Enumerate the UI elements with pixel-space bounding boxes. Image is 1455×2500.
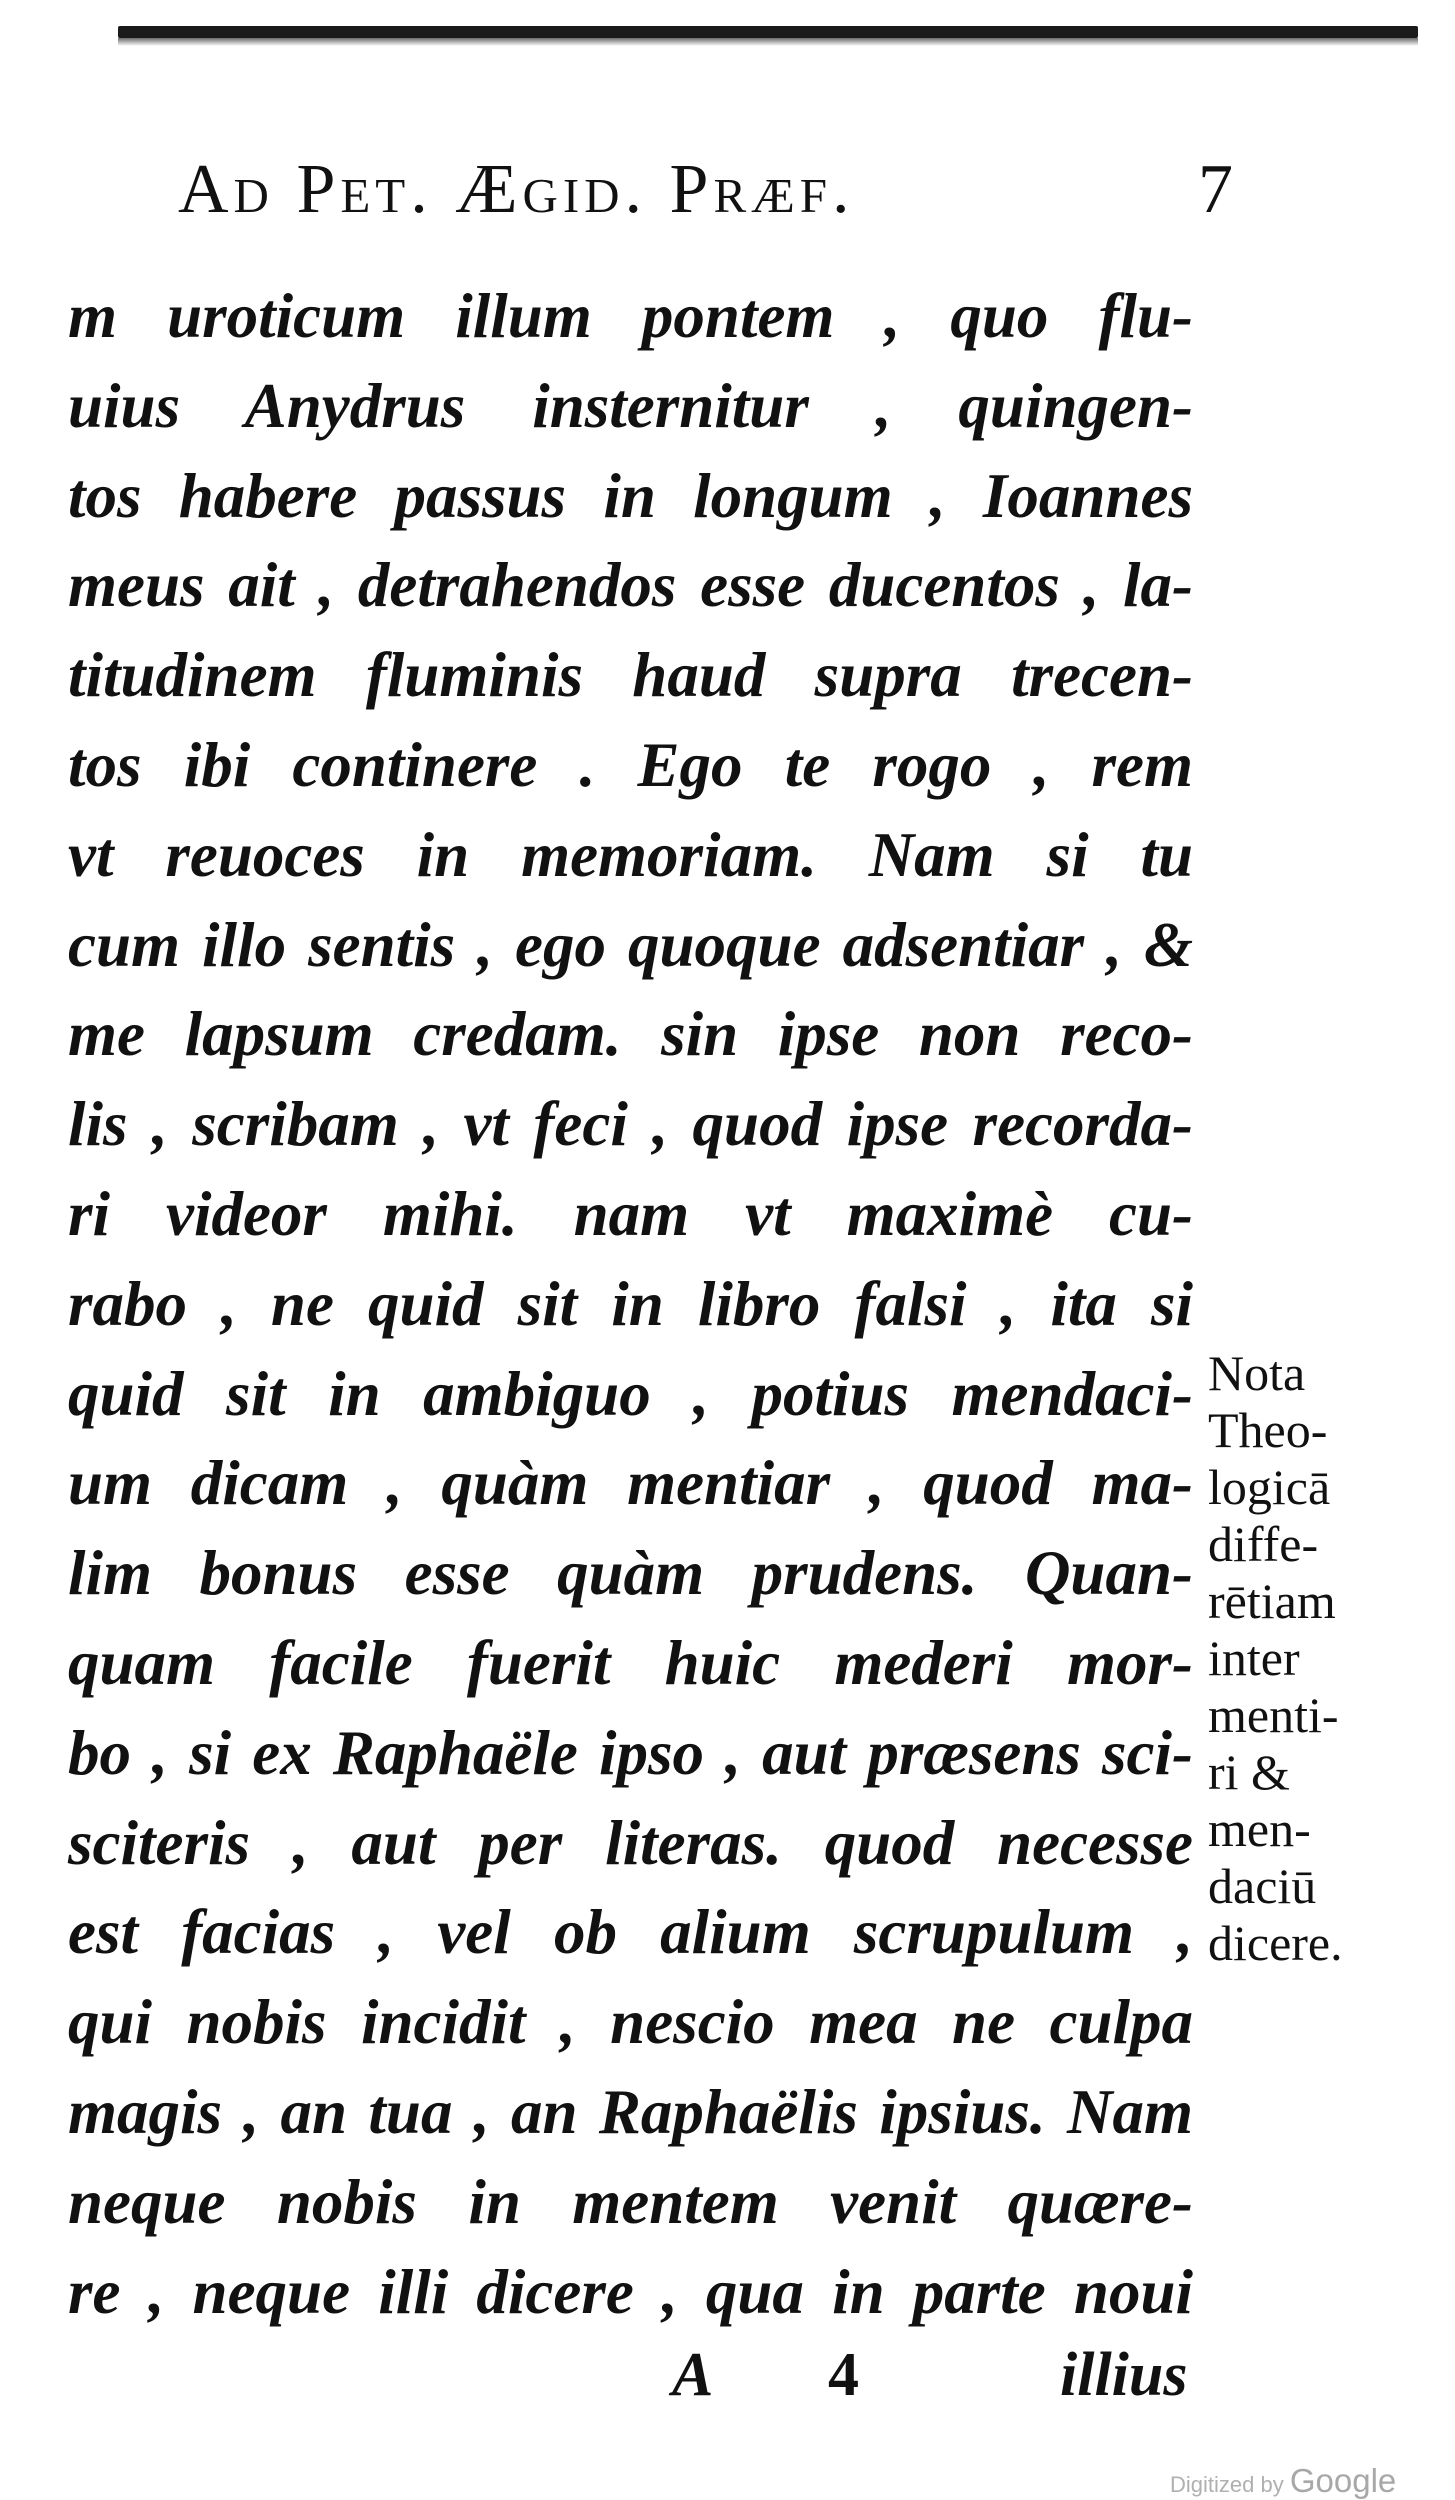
margin-note-line: men- xyxy=(1208,1801,1311,1857)
text-line: re , neque illi dicere , qua in parte noui xyxy=(68,2256,1193,2327)
catchword: illius xyxy=(1060,2341,1188,2409)
text-line: tos habere passus in longum , Ioannes xyxy=(68,460,1193,531)
watermark-brand: Google xyxy=(1289,2462,1397,2499)
text-line: meus ait , detrahendos esse ducentos , la- xyxy=(68,550,1193,621)
text-line: bo , si ex Raphaële ipso , aut præsens sci- xyxy=(68,1717,1193,1788)
running-head: Ad Pet. Ægid. Præf. xyxy=(178,151,855,228)
top-rule xyxy=(118,26,1418,38)
page-number: 7 xyxy=(1198,151,1238,228)
margin-note-line: inter xyxy=(1208,1630,1300,1686)
signature-mark: A xyxy=(672,2341,714,2409)
top-rule-shadow xyxy=(118,38,1418,46)
margin-note-line: daciū xyxy=(1208,1858,1317,1914)
text-line: lim bonus esse quàm prudens. Quan- xyxy=(68,1538,1193,1609)
text-line: titudinem fluminis haud supra trecen- xyxy=(68,640,1193,711)
text-line: sciteris , aut per literas. quod necesse xyxy=(68,1807,1193,1878)
margin-note-line: Nota xyxy=(1208,1345,1306,1401)
margin-note-line: dicere. xyxy=(1208,1915,1343,1971)
text-line: quid sit in ambiguo , potius mendaci- xyxy=(68,1358,1193,1429)
margin-note xyxy=(1208,1345,1378,1972)
margin-note-line: menti- xyxy=(1208,1687,1339,1743)
page-header xyxy=(178,150,1238,260)
page-footer xyxy=(0,2340,1455,2420)
text-line: rabo , ne quid sit in libro falsi , ita si xyxy=(68,1268,1193,1339)
text-line: est facias , vel ob alium scrupulum , xyxy=(68,1897,1193,1968)
text-line: quam facile fuerit huic mederi mor- xyxy=(68,1627,1193,1698)
text-line: magis , an tua , an Raphaëlis ipsius. Nam xyxy=(68,2076,1193,2147)
margin-note-line: logicā xyxy=(1208,1459,1331,1515)
text-line: me lapsum credam. sin ipse non reco- xyxy=(68,999,1193,1070)
text-line: neque nobis in mentem venit quære- xyxy=(68,2166,1193,2237)
signature-number: 4 xyxy=(828,2341,859,2409)
text-line: lis , scribam , vt feci , quod ipse recorda- xyxy=(68,1089,1193,1160)
watermark-prefix: Digitized by xyxy=(1170,2472,1284,2497)
text-line: cum illo sentis , ego quoque adsentiar , & xyxy=(68,909,1193,980)
text-line: ri videor mihi. nam vt maximè cu- xyxy=(68,1178,1193,1249)
text-line: qui nobis incidit , nescio mea ne culpa xyxy=(68,1987,1193,2058)
margin-note-line: ri & xyxy=(1208,1744,1290,1800)
margin-note-line: rētiam xyxy=(1208,1573,1336,1629)
text-line: m urοticum illum pontem , quo flu- xyxy=(68,281,1193,351)
margin-note-line: diffe- xyxy=(1208,1516,1319,1572)
margin-note-line: Theo- xyxy=(1208,1402,1328,1458)
body-text xyxy=(68,272,1193,2337)
digitization-watermark xyxy=(1170,2462,1396,2500)
text-line: vt reuoces in memoriam. Nam si tu xyxy=(68,819,1193,890)
text-line: uius Anydrus insternitur , quingen- xyxy=(68,370,1193,441)
text-line: um dicam , quàm mentiar , quod ma- xyxy=(68,1448,1193,1519)
text-line: tos ibi continere . Ego te rogo , rem xyxy=(68,729,1193,800)
